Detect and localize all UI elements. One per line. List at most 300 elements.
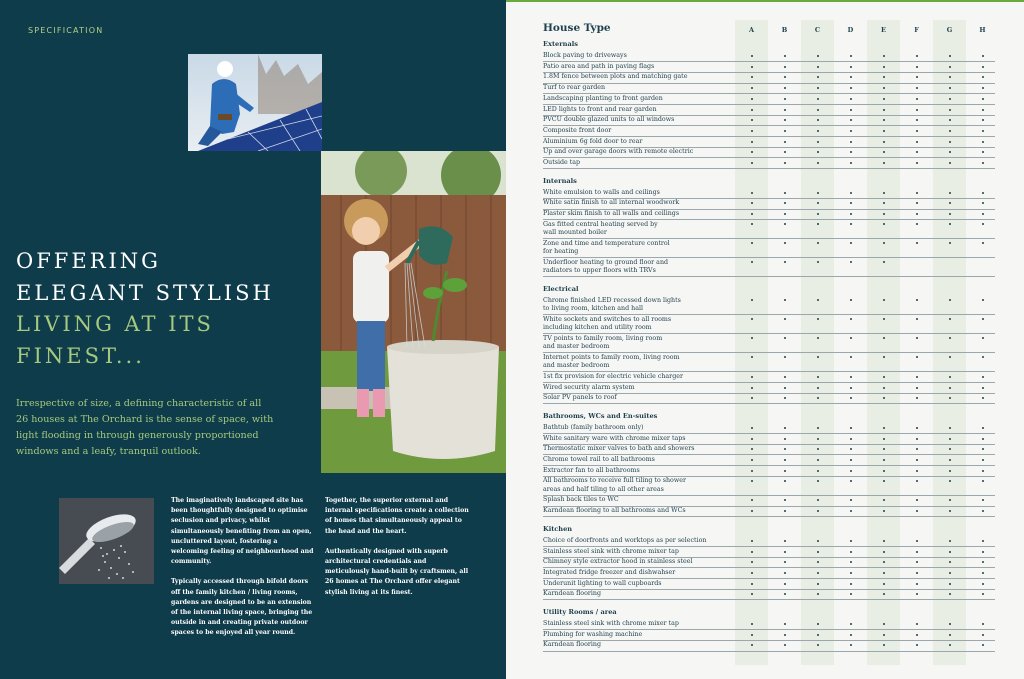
spec-row [543,640,995,652]
included-bullet [784,87,786,89]
included-bullet [916,438,918,440]
spec-row-label: White satin finish to all internal woodwork [543,199,680,207]
included-bullet [850,141,852,143]
included-bullet [982,98,984,100]
included-bullet [916,151,918,153]
included-bullet [817,499,819,501]
included-bullet [784,109,786,111]
spec-row-label: Composite front door [543,126,612,134]
included-bullet [751,98,753,100]
spec-row-label: Choice of doorfronts and worktops as per selection [543,536,707,544]
spec-row-label: Internet points to family room, living room and master bedroom [543,353,680,369]
included-bullet [817,318,819,320]
spec-row [543,393,995,405]
included-bullet [949,130,951,132]
included-bullet [751,130,753,132]
included-bullet [949,427,951,429]
included-bullet [850,98,852,100]
included-bullet [916,141,918,143]
included-bullet [751,438,753,440]
included-bullet [784,510,786,512]
included-bullet [751,572,753,574]
included-bullet [817,438,819,440]
included-bullet [883,540,885,542]
included-bullet [784,644,786,646]
spec-row-label: Gas fitted central heating served by wall mounted boiler [543,220,658,236]
included-bullet [817,162,819,164]
included-bullet [883,87,885,89]
included-bullet [883,223,885,225]
included-bullet [916,397,918,399]
included-bullet [883,76,885,78]
included-bullet [883,141,885,143]
included-bullet [751,242,753,244]
included-bullet [850,356,852,358]
included-bullet [751,141,753,143]
column-header: E [881,26,886,34]
included-bullet [916,356,918,358]
spec-row-label: Extractor fan to all bathrooms [543,466,640,474]
included-bullet [784,356,786,358]
included-bullet [751,427,753,429]
included-bullet [949,151,951,153]
included-bullet [817,98,819,100]
included-bullet [784,223,786,225]
included-bullet [751,397,753,399]
included-bullet [817,561,819,563]
included-bullet [751,87,753,89]
included-bullet [982,119,984,121]
included-bullet [949,510,951,512]
included-bullet [916,499,918,501]
included-bullet [784,387,786,389]
included-bullet [784,561,786,563]
included-bullet [850,299,852,301]
included-bullet [751,76,753,78]
included-bullet [784,540,786,542]
spec-row-label: Underfloor heating to ground floor and radiators to upper floors with TRVs [543,258,669,274]
included-bullet [784,459,786,461]
section-heading: Kitchen [543,524,573,533]
section-heading: Electrical [543,284,579,293]
included-bullet [817,213,819,215]
included-bullet [949,318,951,320]
included-bullet [883,151,885,153]
included-bullet [883,66,885,68]
included-bullet [751,151,753,153]
included-bullet [982,634,984,636]
included-bullet [883,376,885,378]
included-bullet [982,130,984,132]
included-bullet [817,387,819,389]
section-heading: Utility Rooms / area [543,608,617,616]
included-bullet [982,427,984,429]
included-bullet [982,540,984,542]
included-bullet [751,387,753,389]
included-bullet [850,376,852,378]
included-bullet [916,76,918,78]
included-bullet [949,448,951,450]
spec-row-label: Block paving to driveways [543,52,627,59]
spec-row-label: Outside tap [543,159,581,166]
included-bullet [949,438,951,440]
included-bullet [949,634,951,636]
included-bullet [751,634,753,636]
included-bullet [949,119,951,121]
included-bullet [817,130,819,132]
spec-row [543,295,995,315]
included-bullet [883,242,885,244]
included-bullet [949,356,951,358]
included-bullet [916,540,918,542]
included-bullet [817,261,819,263]
included-bullet [817,623,819,625]
spec-row [543,238,995,258]
specification-table [506,0,1024,679]
left-panel [0,0,506,679]
body-paragraph: Authentically designed with superb architectural credentials and meticulously hand-built by craftsmen, all 26 homes at The Orchard offer elegant stylish living at its finest. [325,547,469,596]
included-bullet [883,337,885,339]
section-label: SPECIFICATION [28,26,104,35]
included-bullet [916,98,918,100]
included-bullet [982,202,984,204]
included-bullet [784,438,786,440]
included-bullet [817,644,819,646]
included-bullet [817,192,819,194]
included-bullet [784,130,786,132]
included-bullet [850,162,852,164]
included-bullet [817,459,819,461]
included-bullet [949,593,951,595]
included-bullet [982,213,984,215]
included-bullet [784,583,786,585]
included-bullet [883,356,885,358]
included-bullet [817,119,819,121]
included-bullet [949,66,951,68]
included-bullet [949,242,951,244]
headline-line: LIVING AT ITS [16,312,214,336]
included-bullet [751,561,753,563]
included-bullet [751,480,753,482]
included-bullet [982,459,984,461]
included-bullet [883,162,885,164]
spec-row-label: Aluminium 6g fold door to rear [543,137,643,145]
included-bullet [850,242,852,244]
included-bullet [817,141,819,143]
included-bullet [784,141,786,143]
included-bullet [784,551,786,553]
included-bullet [982,299,984,301]
included-bullet [817,593,819,595]
included-bullet [916,213,918,215]
top-accent-line [506,0,1024,2]
included-bullet [784,397,786,399]
spec-row-label: TV points to family room, living room and master bedroom [543,334,663,350]
included-bullet [751,119,753,121]
included-bullet [982,397,984,399]
included-bullet [817,583,819,585]
included-bullet [850,130,852,132]
included-bullet [784,242,786,244]
included-bullet [850,151,852,153]
included-bullet [916,459,918,461]
included-bullet [784,634,786,636]
included-bullet [949,623,951,625]
included-bullet [751,261,753,263]
spec-row-label: Wired security alarm system [543,383,635,391]
included-bullet [916,427,918,429]
column-header: C [814,26,821,34]
spec-row-label: Chrome towel rail to all bathrooms [543,456,655,463]
included-bullet [850,318,852,320]
spec-row-label: Solar PV panels to roof [543,394,617,402]
included-bullet [883,98,885,100]
included-bullet [784,572,786,574]
included-bullet [982,337,984,339]
included-bullet [949,223,951,225]
included-bullet [850,427,852,429]
included-bullet [949,299,951,301]
included-bullet [817,87,819,89]
included-bullet [784,480,786,482]
included-bullet [817,551,819,553]
included-bullet [883,192,885,194]
included-bullet [850,337,852,339]
included-bullet [982,66,984,68]
included-bullet [982,583,984,585]
included-bullet [751,376,753,378]
spec-row-label: Splash back tiles to WC [543,496,619,504]
included-bullet [916,242,918,244]
included-bullet [784,299,786,301]
included-bullet [784,376,786,378]
included-bullet [949,644,951,646]
spec-row-label: Up and over garage doors with remote electric [543,148,694,156]
spec-row [543,257,995,277]
included-bullet [850,634,852,636]
included-bullet [916,387,918,389]
included-bullet [982,109,984,111]
included-bullet [751,583,753,585]
included-bullet [883,261,885,263]
included-bullet [850,438,852,440]
included-bullet [751,644,753,646]
spec-row [543,314,995,334]
spec-row-label: PVCU double glazed units to all windows [543,116,675,124]
included-bullet [916,223,918,225]
included-bullet [751,162,753,164]
included-bullet [982,480,984,482]
included-bullet [850,223,852,225]
intro-paragraph: Irrespective of size, a defining characteristic of all 26 houses at The Orchard is the sense of space, with light flooding in through generously proportioned windows and a leafy, tranquil outlook. [16,398,274,457]
included-bullet [751,109,753,111]
included-bullet [949,162,951,164]
included-bullet [916,376,918,378]
included-bullet [883,459,885,461]
girl-watering-plant-photo [321,151,506,473]
spec-row [543,476,995,496]
spec-row-label: 1.8M fence between plots and matching gate [543,73,688,81]
included-bullet [883,561,885,563]
included-bullet [949,459,951,461]
included-bullet [982,76,984,78]
included-bullet [949,87,951,89]
column-header: H [979,26,986,34]
included-bullet [982,572,984,574]
included-bullet [850,66,852,68]
included-bullet [916,480,918,482]
headline-line: ELEGANT STYLISH [16,280,274,305]
included-bullet [916,593,918,595]
included-bullet [850,561,852,563]
included-bullet [784,623,786,625]
spec-row-label: White sockets and switches to all rooms including kitchen and utility room [543,315,672,331]
included-bullet [784,76,786,78]
included-bullet [817,427,819,429]
included-bullet [850,644,852,646]
included-bullet [982,593,984,595]
included-bullet [784,119,786,121]
included-bullet [784,55,786,57]
included-bullet [850,192,852,194]
included-bullet [883,397,885,399]
spec-row-label: Plumbing for washing machine [543,630,643,638]
included-bullet [883,55,885,57]
included-bullet [916,109,918,111]
included-bullet [883,130,885,132]
included-bullet [817,76,819,78]
included-bullet [883,593,885,595]
included-bullet [982,623,984,625]
included-bullet [751,356,753,358]
included-bullet [916,318,918,320]
spec-row-label: 1st fix provision for electric vehicle charger [543,372,683,380]
spec-row-label: White sanitary ware with chrome mixer taps [543,434,686,442]
body-paragraph: The imaginatively landscaped site has been thoughtfully designed to optimise seclusion and privacy, whilst simultaneously benefiting from an open, uncluttered layout, fostering a welcoming feeling of neighbourhood and community. [171,497,314,566]
included-bullet [784,213,786,215]
included-bullet [850,387,852,389]
included-bullet [883,387,885,389]
included-bullet [850,55,852,57]
included-bullet [850,540,852,542]
included-bullet [949,76,951,78]
column-header: A [748,26,755,34]
included-bullet [883,499,885,501]
column-header: B [781,26,788,34]
included-bullet [751,66,753,68]
included-bullet [817,510,819,512]
included-bullet [916,162,918,164]
included-bullet [916,192,918,194]
included-bullet [883,213,885,215]
included-bullet [883,572,885,574]
included-bullet [751,540,753,542]
included-bullet [850,202,852,204]
included-bullet [982,162,984,164]
spec-row-label: Turf to rear garden [543,84,606,92]
included-bullet [817,55,819,57]
included-bullet [817,242,819,244]
included-bullet [916,202,918,204]
included-bullet [817,356,819,358]
included-bullet [817,109,819,111]
spec-row-label: Karndean flooring [543,641,601,649]
included-bullet [982,242,984,244]
included-bullet [751,299,753,301]
included-bullet [784,202,786,204]
body-column-1 [171,496,315,649]
included-bullet [949,583,951,585]
included-bullet [916,561,918,563]
included-bullet [850,510,852,512]
spec-row [543,219,995,239]
included-bullet [916,299,918,301]
table-title: House Type [543,22,611,34]
included-bullet [949,540,951,542]
spec-row [543,506,995,518]
included-bullet [751,459,753,461]
included-bullet [817,572,819,574]
included-bullet [982,561,984,563]
included-bullet [751,202,753,204]
spec-row-label: Karndean flooring to all bathrooms and WCs [543,507,686,515]
shower-head-photo [59,498,154,584]
included-bullet [982,387,984,389]
included-bullet [850,448,852,450]
included-bullet [817,223,819,225]
included-bullet [982,499,984,501]
included-bullet [916,623,918,625]
included-bullet [850,480,852,482]
included-bullet [949,561,951,563]
included-bullet [982,644,984,646]
included-bullet [982,151,984,153]
included-bullet [883,438,885,440]
column-header: G [946,26,953,34]
column-header: D [847,26,854,34]
spec-row-label: Chimney style extractor hood in stainless steel [543,558,693,566]
included-bullet [850,572,852,574]
included-bullet [850,397,852,399]
included-bullet [751,192,753,194]
included-bullet [883,109,885,111]
included-bullet [850,551,852,553]
included-bullet [916,130,918,132]
included-bullet [784,427,786,429]
included-bullet [751,448,753,450]
included-bullet [982,141,984,143]
included-bullet [850,119,852,121]
spec-row [543,352,995,372]
included-bullet [916,337,918,339]
included-bullet [916,66,918,68]
included-bullet [949,141,951,143]
included-bullet [883,551,885,553]
included-bullet [916,583,918,585]
included-bullet [883,644,885,646]
included-bullet [784,261,786,263]
included-bullet [751,499,753,501]
included-bullet [817,634,819,636]
included-bullet [949,397,951,399]
spec-row [543,158,995,170]
spec-row [543,333,995,353]
included-bullet [817,202,819,204]
spec-row-label: Zone and time and temperature control for heating [543,239,670,255]
included-bullet [949,98,951,100]
spec-row-label: Bathtub (family bathroom only) [543,423,644,431]
spec-row-label: Landscaping planting to front garden [543,94,663,102]
